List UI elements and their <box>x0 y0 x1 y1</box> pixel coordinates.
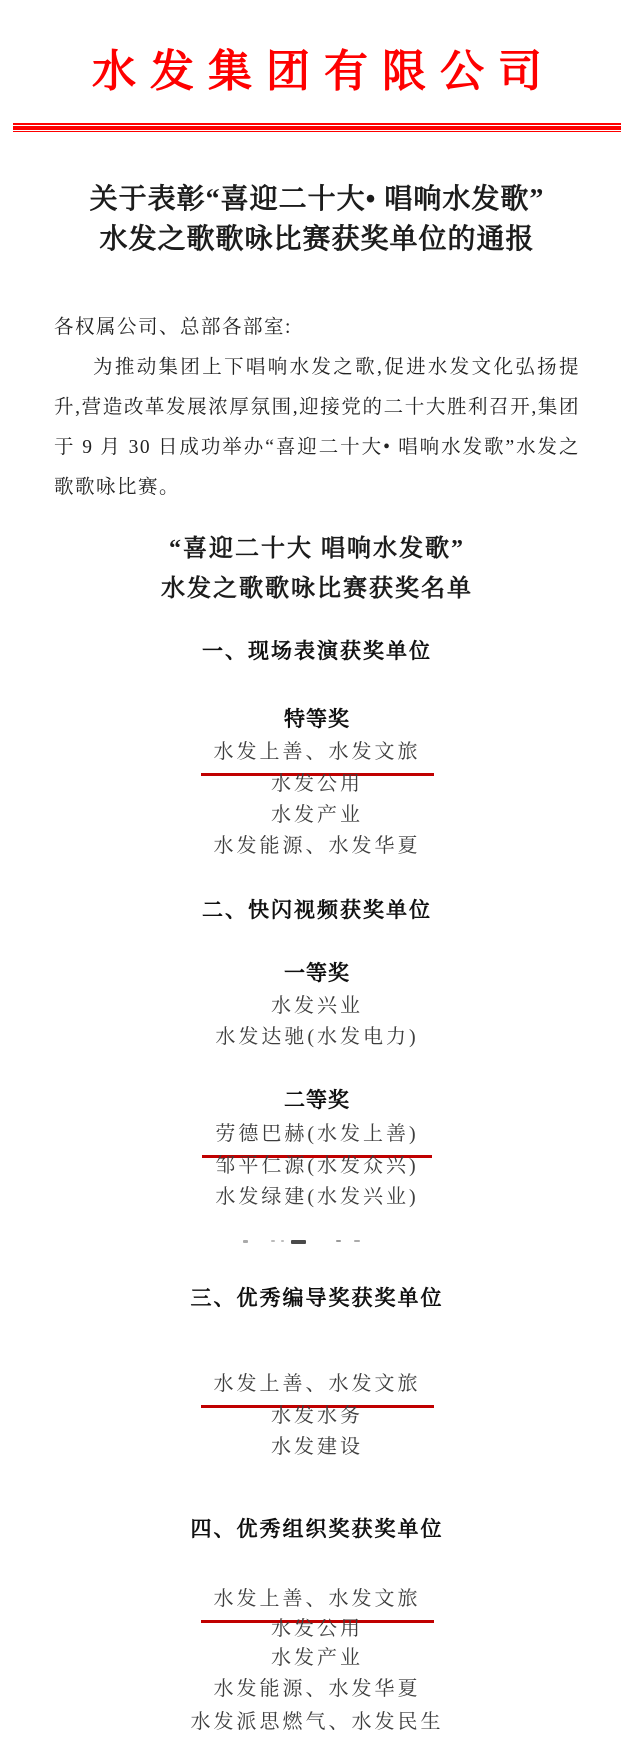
award-list-title-line-1: “喜迎二十大 唱响水发歌” <box>169 536 465 562</box>
section-heading-live-performance: 一、现场表演获奖单位 <box>202 640 432 663</box>
award-label-grand-prize: 特等奖 <box>284 708 350 731</box>
award-item: 水发绿建(水发兴业) <box>215 1186 419 1208</box>
award-label-second-prize: 二等奖 <box>284 1089 350 1112</box>
text-fragment <box>271 1240 275 1242</box>
award-list-title-line-2: 水发之歌歌咏比赛获奖名单 <box>161 576 473 602</box>
doc-title-line-2: 水发之歌歌咏比赛获奖单位的通报 <box>99 224 535 255</box>
text-fragment <box>243 1240 248 1243</box>
text-fragment <box>336 1240 341 1242</box>
award-item-underlined-text: 水发上善、水发文旅 <box>201 1584 434 1623</box>
text-fragment <box>354 1240 360 1242</box>
award-item <box>0 1119 634 1149</box>
award-item: 水发产业 <box>271 804 363 826</box>
section-heading-flash-video: 二、快闪视频获奖单位 <box>202 899 432 922</box>
award-item: 水发能源、水发华夏 <box>213 835 421 857</box>
award-item: 水发能源、水发华夏 <box>213 1678 421 1700</box>
award-item-underlined-text: 水发上善、水发文旅 <box>201 737 434 776</box>
award-item: 水发公用 <box>271 1618 363 1640</box>
letterhead-red-rule <box>13 123 621 132</box>
award-item-underlined-text: 劳德巴赫(水发上善) <box>202 1119 431 1158</box>
salutation: 各权属公司、总部各部室: <box>54 317 292 338</box>
doc-title-line-1: 关于表彰“喜迎二十大• 唱响水发歌” <box>89 184 545 215</box>
award-item-underlined-text: 水发上善、水发文旅 <box>201 1369 434 1408</box>
award-item <box>0 1369 634 1399</box>
text-fragment <box>281 1240 284 1242</box>
cropped-text-fragments <box>243 1240 373 1245</box>
award-item: 水发兴业 <box>271 995 363 1017</box>
body-text-block <box>54 308 580 508</box>
award-item: 邹平仁源(水发众兴) <box>215 1155 419 1177</box>
text-fragment <box>291 1240 306 1244</box>
section-heading-organization-award: 四、优秀组织奖获奖单位 <box>190 1518 444 1541</box>
award-item: 水发建设 <box>271 1436 363 1458</box>
award-item: 水发派思燃气、水发民生 <box>190 1711 444 1733</box>
award-item <box>0 1584 634 1614</box>
body-paragraph: 为推动集团上下唱响水发之歌,促进水发文化弘扬提升,营造改革发展浓厚氛围,迎接党的二十大胜利召开,集团于 9 月 30 日成功举办“喜迎二十大• 唱响水发歌”水发之歌歌咏比赛。 <box>54 357 580 498</box>
award-item: 水发达驰(水发电力) <box>215 1026 419 1048</box>
award-item: 水发水务 <box>271 1405 363 1427</box>
section-heading-directing-award: 三、优秀编导奖获奖单位 <box>190 1287 444 1310</box>
award-label-first-prize: 一等奖 <box>284 962 350 985</box>
award-item: 水发公用 <box>271 773 363 795</box>
award-item: 水发产业 <box>271 1647 363 1669</box>
company-letterhead-title: 水发集团有限公司 <box>92 47 556 96</box>
award-item <box>0 737 634 767</box>
